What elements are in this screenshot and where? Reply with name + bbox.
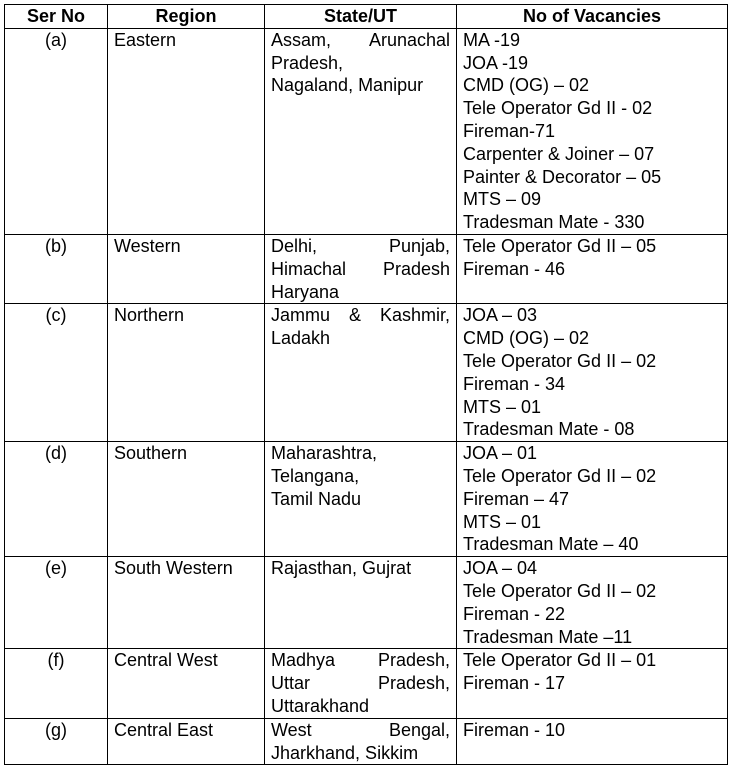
cell-vacancies (457, 28, 728, 234)
state-line: Ladakh (271, 328, 331, 349)
cell-vacancies (457, 442, 728, 557)
state-line: Maharashtra, (271, 443, 378, 464)
cell-ser-no: (f) (5, 649, 108, 718)
vacancy-line: Painter & Decorator – 05 (463, 166, 662, 187)
cell-ser-no: (g) (5, 718, 108, 765)
cell-vacancies (457, 718, 728, 765)
vacancy-line: MTS – 01 (463, 511, 542, 532)
table-row (5, 28, 728, 234)
cell-region: South Western (108, 557, 265, 649)
cell-vacancies (457, 234, 728, 303)
cell-state-ut (265, 304, 457, 442)
state-line: Jharkhand, Sikkim (271, 742, 419, 763)
cell-vacancies (457, 557, 728, 649)
cell-vacancies (457, 649, 728, 718)
vacancy-line: Fireman - 34 (463, 373, 566, 394)
vacancy-line: MA -19 (463, 29, 521, 50)
vacancy-table-container (4, 4, 728, 765)
vacancy-line: MTS – 01 (463, 396, 542, 417)
vacancy-line: Carpenter & Joiner – 07 (463, 143, 655, 164)
vacancy-table (4, 4, 728, 765)
cell-state-ut (265, 442, 457, 557)
cell-ser-no: (d) (5, 442, 108, 557)
state-line: Madhya Pradesh, (271, 650, 450, 671)
state-line: Nagaland, Manipur (271, 75, 424, 96)
header-ser-no: Ser No (5, 5, 108, 29)
cell-vacancies (457, 304, 728, 442)
cell-region: Western (108, 234, 265, 303)
state-line: West Bengal, (271, 719, 450, 740)
vacancy-line: CMD (OG) – 02 (463, 328, 590, 349)
header-vacancies: No of Vacancies (457, 5, 728, 29)
state-line: Himachal Pradesh (271, 258, 450, 279)
cell-state-ut (265, 234, 457, 303)
vacancy-line: Fireman - 10 (463, 719, 566, 740)
vacancy-line: Tele Operator Gd II – 02 (463, 580, 657, 601)
vacancy-line: Tradesman Mate –11 (463, 626, 633, 647)
table-header-row (5, 5, 728, 29)
cell-ser-no: (a) (5, 28, 108, 234)
vacancy-line: JOA -19 (463, 52, 529, 73)
state-line: Uttar Pradesh, (271, 673, 450, 694)
vacancy-line: Tradesman Mate – 40 (463, 534, 639, 555)
cell-state-ut (265, 28, 457, 234)
state-line: Pradesh, (271, 52, 344, 73)
vacancy-line: Fireman - 46 (463, 258, 566, 279)
state-line: Haryana (271, 281, 340, 302)
state-line: Delhi, Punjab, (271, 235, 450, 256)
state-line: Jammu & Kashmir, (271, 305, 450, 326)
header-state-ut: State/UT (265, 5, 457, 29)
table-body (5, 28, 728, 765)
vacancy-line: Tele Operator Gd II - 02 (463, 98, 653, 119)
state-line: Assam, Arunachal (271, 29, 450, 50)
vacancy-line: Tele Operator Gd II – 05 (463, 235, 657, 256)
state-line: Rajasthan, Gujrat (271, 558, 412, 579)
vacancy-line: Tele Operator Gd II – 01 (463, 650, 657, 671)
table-row (5, 557, 728, 649)
state-line: Telangana, (271, 465, 360, 486)
table-row (5, 234, 728, 303)
cell-region: Southern (108, 442, 265, 557)
cell-state-ut (265, 649, 457, 718)
vacancy-line: Tele Operator Gd II – 02 (463, 350, 657, 371)
cell-region: Northern (108, 304, 265, 442)
vacancy-line: JOA – 04 (463, 558, 538, 579)
vacancy-line: JOA – 01 (463, 443, 538, 464)
cell-state-ut (265, 718, 457, 765)
cell-ser-no: (b) (5, 234, 108, 303)
vacancy-line: JOA – 03 (463, 305, 538, 326)
vacancy-line: Tele Operator Gd II – 02 (463, 465, 657, 486)
cell-state-ut (265, 557, 457, 649)
vacancy-line: CMD (OG) – 02 (463, 75, 590, 96)
cell-region: Eastern (108, 28, 265, 234)
vacancy-line: Fireman-71 (463, 120, 556, 141)
vacancy-line: Fireman - 22 (463, 603, 566, 624)
vacancy-line: Tradesman Mate - 08 (463, 419, 635, 440)
vacancy-line: Tradesman Mate - 330 (463, 212, 645, 233)
header-region: Region (108, 5, 265, 29)
vacancy-line: MTS – 09 (463, 189, 542, 210)
vacancy-line: Fireman - 17 (463, 673, 566, 694)
cell-ser-no: (e) (5, 557, 108, 649)
state-line: Uttarakhand (271, 695, 370, 716)
cell-ser-no: (c) (5, 304, 108, 442)
table-row (5, 718, 728, 765)
cell-region: Central West (108, 649, 265, 718)
table-row (5, 649, 728, 718)
state-line: Tamil Nadu (271, 488, 362, 509)
table-row (5, 442, 728, 557)
vacancy-line: Fireman – 47 (463, 488, 570, 509)
cell-region: Central East (108, 718, 265, 765)
table-row (5, 304, 728, 442)
